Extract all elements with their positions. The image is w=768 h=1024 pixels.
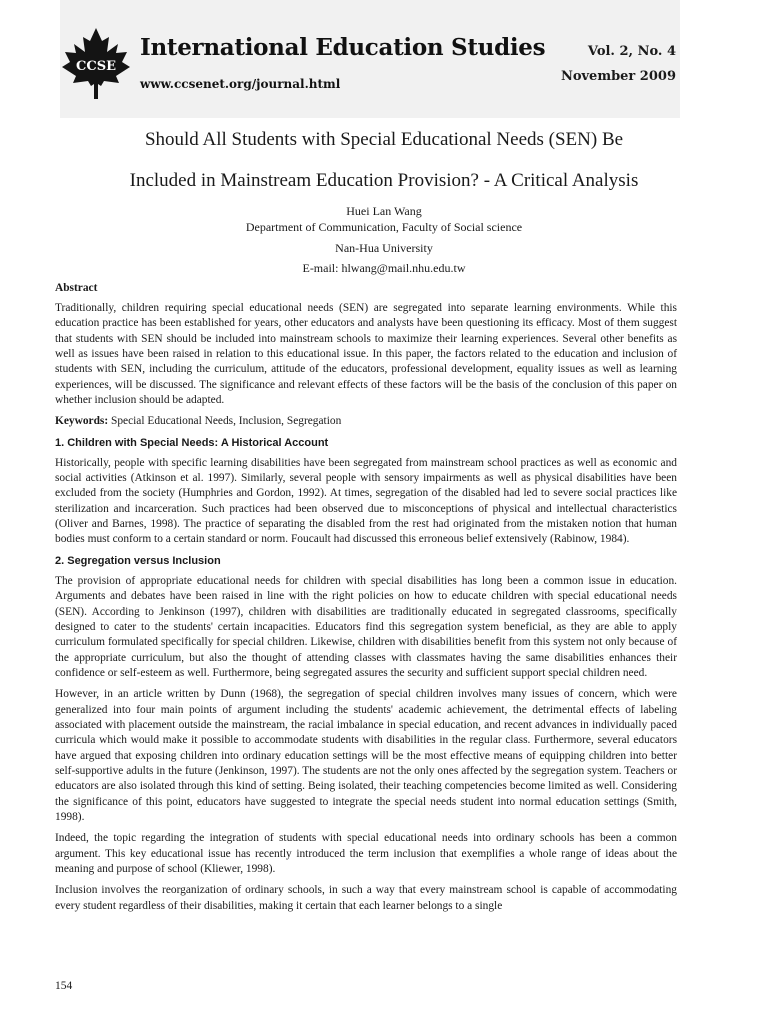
keywords-label: Keywords:	[55, 415, 109, 428]
keywords-text: Special Educational Needs, Inclusion, Segregation	[108, 415, 342, 428]
keywords-line	[55, 414, 677, 429]
maple-leaf-logo	[60, 26, 132, 100]
paper-body	[55, 281, 677, 920]
author-name: Huei Lan Wang	[346, 204, 422, 218]
abstract-text: Traditionally, children requiring special educational needs (SEN) are segregated into separate learning environments. While this education practice has been established for years, other educators and analysts have been questioning its efficacy. Most of them suggest that students with SEN should be included into mainstream schools to maximize their learning experiences. Several other benefits as well as issues have been raised in relation to this educational issue. In this paper, the factors related to the education and inclusion of students with SEN, including the curriculum, attitude of the educators, professional development, equality issues as well as learning experiences, will be discussed. The significance and relevant effects of these factors will be the basis of the conclusion of this paper on whether inclusion should be adapted.	[55, 302, 677, 407]
journal-title: International Education Studies	[140, 34, 546, 61]
issue-date: November 2009	[560, 69, 676, 84]
section-1-paragraph-1: Historically, people with specific learning disabilities have been segregated from mainstream school practices as well as economic and social activities (Atkinson et al. 1997). Similarly, several people with sensory impairments as well as physical disabilities have been excluded from the society (Humphries and Gordon, 1992). At times, segregation of the disabled had led to severe social practices like sterilization and incarceration. Such practices had been observed due to misconceptions of physical and intellectual characteristics (Oliver and Barnes, 1998). The practice of separating the disabled from the rest had originated from the mistaken notion that human bodies must conform to a certain standard or norm. Foucault had discussed this erroneous belief extensively (Rabinow, 1984).	[55, 456, 677, 546]
section-2-paragraph-1: The provision of appropriate educational needs for children with special disabilities has long been a common issue in education. Arguments and debates have been raised in line with the right policies on how to educate children with special educational needs (SEN). According to Jenkinson (1997), children with disabilities are traditionally educated in segregated classrooms, specifically designed to cater to the students' certain incapacities. Educators find this segregation system beneficial, as they are able to apply curriculum formulated specifically for special children. Likewise, children with disabilities benefit from this system not only because of the appropriate curriculum, but also the thought of attending classes with classmates having the same disabilities enhances their confidence or self-esteem as well. Furthermore, being segregated assures the security and sufficient support special children need.	[55, 574, 677, 679]
section-1-heading: 1. Children with Special Needs: A Historical Account	[55, 436, 329, 449]
paper-title-line-1: Should All Students with Special Educational Needs (SEN) Be	[144, 129, 624, 150]
logo-text: CCSE	[76, 59, 116, 74]
author-email: E-mail: hlwang@mail.nhu.edu.tw	[302, 261, 466, 275]
page-number: 154	[55, 980, 73, 992]
volume-issue: Vol. 2, No. 4	[587, 44, 676, 59]
section-2-paragraph-4: Inclusion involves the reorganization of ordinary schools, in such a way that every mainstream school is capable of accommodating every student regardless of their disabilities, making it certain that each learner belongs to a single	[55, 884, 677, 912]
paper-title-line-2: Included in Mainstream Education Provision? - A Critical Analysis	[129, 170, 639, 191]
section-2-paragraph-3: Indeed, the topic regarding the integration of students with special educational needs into ordinary schools has been a common argument. This key educational issue has recently introduced the term inclusion that exemplifies a whole range of ideas about the meaning and purpose of school (Kliewer, 1998).	[55, 832, 677, 875]
author-department: Department of Communication, Faculty of Social science	[245, 220, 523, 234]
author-university: Nan-Hua University	[335, 241, 433, 255]
journal-url: www.ccsenet.org/journal.html	[140, 77, 341, 91]
abstract-heading: Abstract	[55, 282, 98, 294]
section-2-heading: 2. Segregation versus Inclusion	[55, 554, 221, 567]
section-2-paragraph-2: However, in an article written by Dunn (1968), the segregation of special children involves many issues of concern, which were generalized into four main points of argument including the students' academic achievement, the detrimental effects of labeling associated with placement outside the mainstream, the racial imbalance in special education, and recent advances in individually paced curricula which would make it possible to accommodate students with disabilities in the regular class. Furthermore, several educators have argued that exposing children into ordinary education settings will be the most effective means of equipping children into better self-supportive adults in the future (Jenkinson, 1997). The students are not the only ones affected by the segregation system. Teachers or educators are also isolated through this kind of setting. Being isolated, their teaching competencies become limited as well. Considering the significance of this point, educators have suggested to integrate the special needs student into normal education settings (Smith, 1998).	[55, 688, 677, 823]
